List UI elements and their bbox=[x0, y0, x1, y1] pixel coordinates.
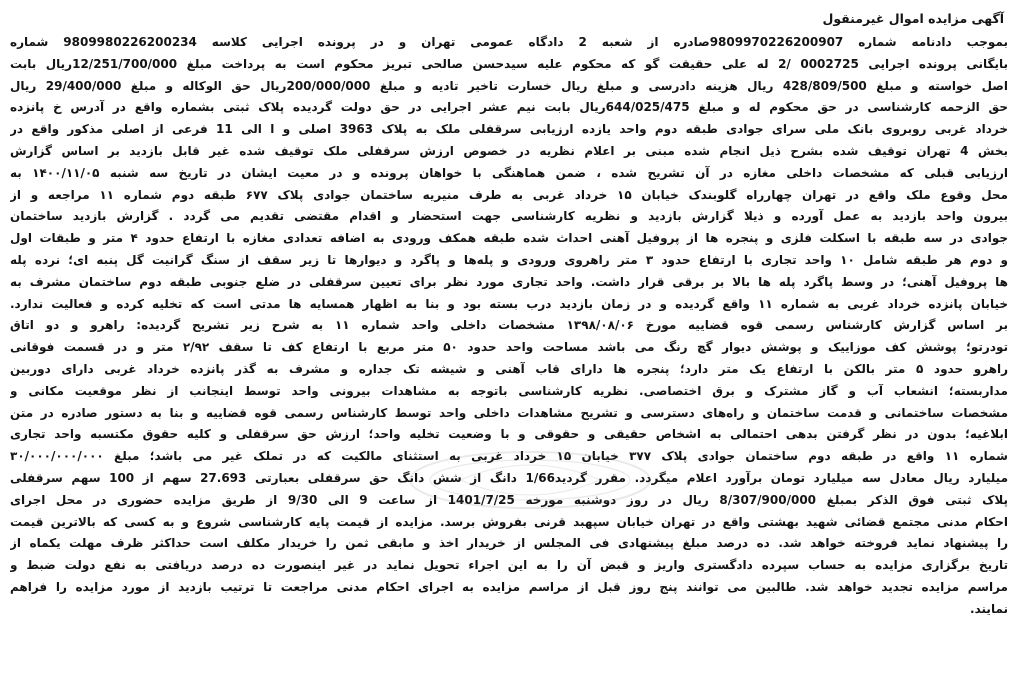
notice-line: بخش 4 تهران توقیف شده بشرح ذیل انجام شده مبنی بر اعلام نظریه در خصوص ارزش سرقفلی ملک توقیف شده غیر قابل بازدید بر اساس گزارش bbox=[10, 143, 1008, 158]
notice-line: خرداد غربی روبروی بانک ملی سرای جوادی طبقه دوم واحد یازده ارزیابی سرقفلی ملک به پلاک 3963 اصلی و ا الی 11 فرعی از اصلی مذکور واقع در bbox=[10, 122, 1008, 137]
notice-line: را پیشنهاد نماید فروخته خواهد شد. ده درصد مبلغ پیشنهادی فی المجلس از خریدار اخذ و مابقی ثمن را خریدار مکلف است حداکثر ظرف مهلت یکماه از bbox=[10, 536, 1008, 551]
notice-line: جوادی در سه طبقه با اسکلت فلزی و پنجره ها از پروفیل آهنی احداث شده طبقه همکف ورودی به اضافه تعدادی مغازه با ارتفاع حدود ۴ متر و طبقات اول bbox=[10, 231, 1008, 246]
notice-line: تودرتو؛ پوشش کف موزاییک و پوشش دیوار گچ رنگ می باشد مساحت واحد حدود ۵۰ متر مربع با ارتفاع کف تا سقف ۲/۹۲ متر و در قسمت فوقانی bbox=[10, 340, 1008, 355]
notice-line: پلاک ثبتی فوق الذکر بمبلغ 8/307/900/000 ریال در روز دوشنبه مورخه 1401/7/25 از ساعت 9 الی 9/30 از طریق مزایده حضوری در محل اجرای bbox=[10, 492, 1008, 507]
notice-line: مداربسته؛ انشعاب آب و گاز مشترک و برق اختصاصی. نظریه کارشناسی باتوجه به مشاهدات بیرونی واحد توسط اینجانب از نظر موقعیت مکانی و bbox=[10, 383, 1008, 398]
notice-line: مشخصات ساختمانی و قدمت ساختمان و راه‌های دسترسی و تشریح مشاهدات داخلی واحد توسط کارشناس رسمی قوه قضاییه و بنا به دستور صادره در متن bbox=[10, 405, 1008, 420]
notice-line: اصل خواسته و مبلغ 428/809/500 ریال هزینه دادرسی و مبلغ ریال خسارت تاخیر تادیه و مبلغ 200/000/000ریال حق الوکاله و مبلغ 29/400/000 ریال bbox=[10, 78, 1008, 93]
notice-line: بیرون واحد بازدید به عمل آورده و ذیلا گزارش بازدید و نظریه کارشناسی جهت استحضار و اقدام مقتضی تقدیم می گردد . گزارش بازدید ساختمان bbox=[10, 209, 1008, 224]
notice-title: آگهی مزایده اموال غیرمنقول bbox=[822, 11, 1004, 26]
notice-body bbox=[10, 32, 1008, 621]
notice-line: شماره ۱۱ واقع در طبقه دوم ساختمان جوادی پلاک ۳۷۷ خیابان ۱۵ خرداد غربی به استثنای مالکیت که در تملک غیر می باشد؛ مبلغ ۳۰/۰۰۰/۰۰۰/۰۰۰ bbox=[10, 449, 1008, 464]
notice-line: راهرو حدود ۵ متر بالکن با ارتفاع یک متر دارد؛ پنجره ها دارای قاب آهنی و شیشه تک جداره و مشرف به گذر پانزده خرداد غربی دارای دوربین bbox=[10, 361, 1008, 376]
notice-line: بموجب دادنامه شماره 9809970226200907صادره از شعبه 2 دادگاه عمومی تهران و در پرونده اجرایی کلاسه 9809980226200234 شماره bbox=[10, 35, 1008, 49]
notice-line: حق الزحمه کارشناسی در حق محکوم له و مبلغ 644/025/475ریال بابت نیم عشر اجرایی در حق دولت گردیده پلاک ثبتی بشماره واقع در آدرس خ پانزده bbox=[10, 100, 1008, 115]
notice-line: محل وقوع ملک واقع در تهران چهارراه گلوبندک خیابان ۱۵ خرداد غربی به طرف منیریه ساختمان جوادی پلاک ۶۷۷ طبقه دوم شماره ۱۱ مراجعه و از bbox=[10, 187, 1008, 202]
notice-line: مراسم مزایده تجدید خواهد شد. طالبین می توانند پنج روز قبل از مراسم مزایده به اجرای احکام مدنی مراجعت تا ترتیب بازدید از مورد مزایده را فراهم bbox=[10, 579, 1008, 594]
notice-line: و دوم هر طبقه شامل ۱۰ واحد تجاری با ارتفاع حدود ۳ متر راهروی ورودی و پله‌ها و پاگرد و دیوارها تا زیر سقف از سنگ گرانیت گل پنبه ای؛ نرده پله bbox=[10, 252, 1008, 267]
notice-line: ابلاغیه؛ بدون در نظر گرفتن بدهی احتمالی به اشخاص حقیقی و حقوقی و با وضعیت تخلیه واحد؛ ارزش حق سرقفلی و کلیه حقوق مکتسبه واحد تجاری bbox=[10, 427, 1008, 442]
notice-line: احکام مدنی مجتمع قضائی شهید بهشتی واقع در تهران خیابان سپهبد قرنی بفروش برسد. مزایده از قیمت پایه کارشناسی شروع و به کسی که بالاترین قیمت bbox=[10, 514, 1008, 529]
notice-line: بر اساس گزارش کارشناس رسمی قوه قضاییه مورخ ۱۳۹۸/۰۸/۰۶ مشخصات داخلی واحد شماره ۱۱ به شرح زیر تشریح گردیده: راهرو و دو اتاق bbox=[10, 318, 1008, 333]
notice-line: ها پروفیل آهنی؛ در وسط پاگرد پله ها بالا بر برقی قرار داشت. واحد تجاری مورد نظر برای تعیین سرقفلی در ضلع جنوبی طبقه دوم ساختمان مشرف به bbox=[10, 274, 1008, 289]
notice-line: میلیارد ریال معادل سه میلیارد تومان برآورد اعلام میگردد. مقرر گردید1/66 دانگ از شش دانگ حق سرقفلی بعبارتی 27.693 سهم از 100 سهم سرقفلی bbox=[10, 470, 1008, 485]
notice-line-last: نمایند. bbox=[970, 601, 1008, 616]
notice-line: خیابان پانزده خرداد غربی به شماره ۱۱ واقع گردیده و در زمان بازدید درب بسته بود و بنا به اظهار همسایه ها مدتی است که تخلیه کرده و فعالیت ندارد. bbox=[10, 296, 1008, 311]
notice-line: تاریخ برگزاری مزایده به حساب سپرده دادگستری واریز و قبض آن را به این اجراء تحویل نماید در غیر اینصورت ده درصد دریافتی به نفع دولت ضبط و bbox=[10, 558, 1008, 573]
notice-line: ارزیابی قبلی که مشخصات داخلی مغازه در آن تشریح شده ، ضمن هماهنگی با خواهان پرونده و در معیت ایشان در تاریخ سه شنبه ۱۴۰۰/۱۱/۰۵ به bbox=[10, 165, 1008, 180]
notice-line: بایگانی پرونده اجرایی 0002725 /2 له علی حقیقت گو که محکوم علیه سیدحسن صالحی تبریز محکوم است به پرداخت مبلغ 12/251/700/000ریال بابت bbox=[10, 56, 1008, 71]
